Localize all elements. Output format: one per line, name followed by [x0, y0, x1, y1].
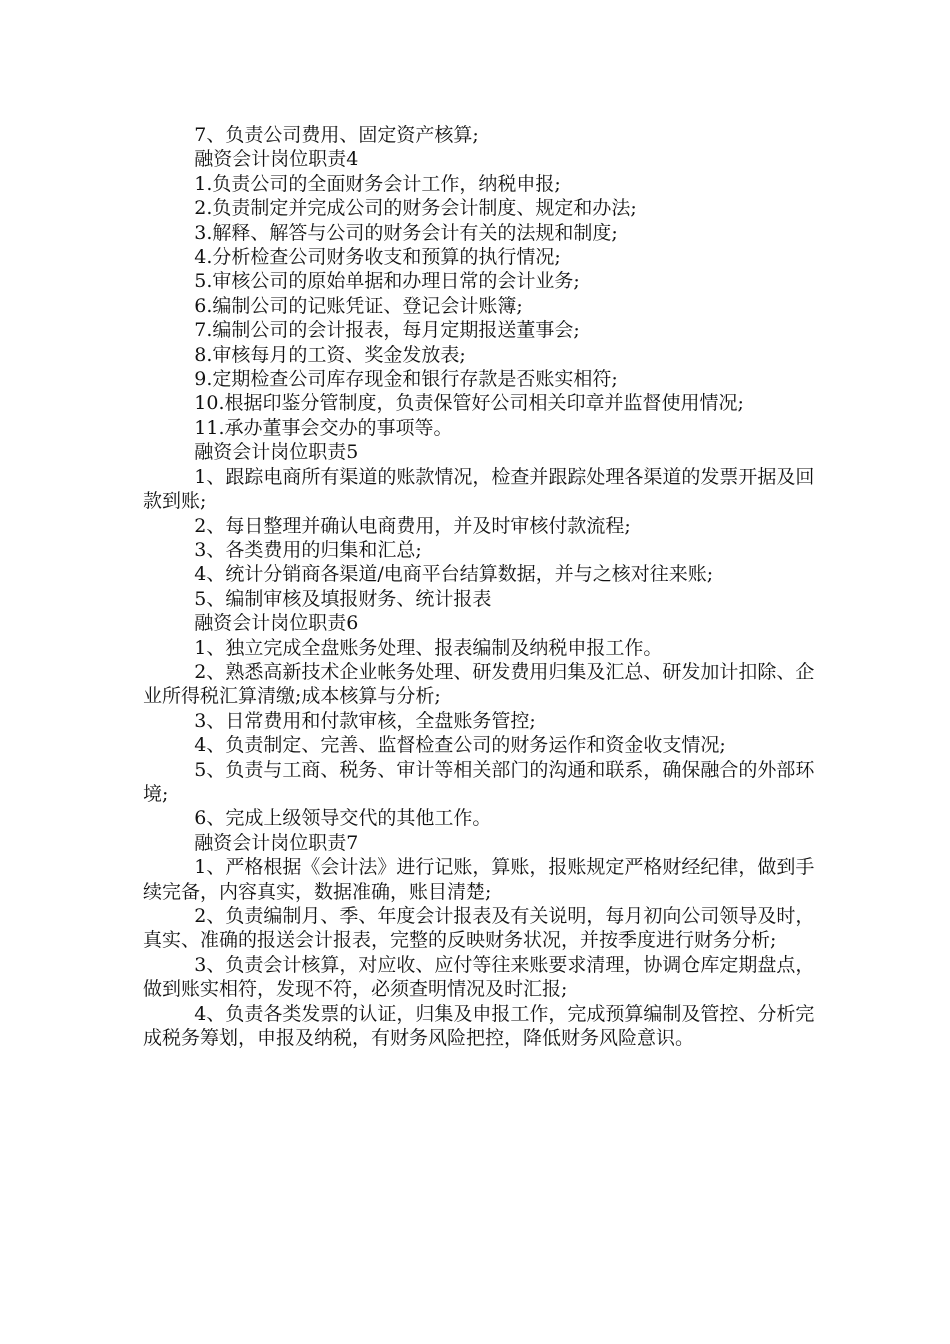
- duty-6-3: 3、日常费用和付款审核，全盘账务管控;: [194, 709, 536, 732]
- section-heading-7: 融资会计岗位职责7: [194, 831, 359, 854]
- duty-4-10: 10.根据印鉴分管制度，负责保管好公司相关印章并监督使用情况;: [194, 392, 744, 415]
- section-heading-4: 融资会计岗位职责4: [194, 148, 359, 171]
- duty-6-2: 2、熟悉高新技术企业帐务处理、研发费用归集及汇总、研发加计扣除、企业所得税汇算清缴;成本核算与分析;: [143, 660, 815, 708]
- duty-7-3: 3、负责会计核算，对应收、应付等往来账要求清理，协调仓库定期盘点，做到账实相符，发现不符，必须查明情况及时汇报;: [143, 953, 815, 1001]
- duty-7-2: 2、负责编制月、季、年度会计报表及有关说明，每月初向公司领导及时，真实、准确的报送会计报表，完整的反映财务状况，并按季度进行财务分析;: [143, 905, 815, 952]
- section-heading-5: 融资会计岗位职责5: [194, 441, 359, 464]
- duty-4-4: 4.分析检查公司财务收支和预算的执行情况;: [194, 246, 561, 269]
- section-heading-6: 融资会计岗位职责6: [194, 612, 359, 635]
- duty-4-8: 8.审核每月的工资、奖金发放表;: [194, 343, 466, 366]
- document-body: [143, 123, 815, 1050]
- duty-5-4: 4、统计分销商各渠道/电商平台结算数据，并与之核对往来账;: [194, 563, 714, 586]
- duty-5-3: 3、各类费用的归集和汇总;: [194, 538, 422, 561]
- duty-5-1: 1、跟踪电商所有渠道的账款情况，检查并跟踪处理各渠道的发票开据及回款到账;: [143, 465, 815, 513]
- duty-7-4: 4、负责各类发票的认证，归集及申报工作，完成预算编制及管控、分析完成税务筹划，申报及纳税，有财务风险把控，降低财务风险意识。: [143, 1002, 815, 1050]
- duty-5-5: 5、编制审核及填报财务、统计报表: [194, 587, 492, 610]
- duty-4-11: 11.承办董事会交办的事项等。: [194, 416, 453, 439]
- duty-4-5: 5.审核公司的原始单据和办理日常的会计业务;: [194, 270, 580, 293]
- duty-4-1: 1.负责公司的全面财务会计工作，纳税申报;: [194, 172, 561, 195]
- duty-6-4: 4、负责制定、完善、监督检查公司的财务运作和资金收支情况;: [194, 734, 726, 757]
- duty-4-2: 2.负责制定并完成公司的财务会计制度、规定和办法;: [194, 197, 637, 220]
- duty-6-6: 6、完成上级领导交代的其他工作。: [194, 807, 492, 830]
- item-7-expenses-assets: 7、负责公司费用、固定资产核算;: [194, 124, 479, 146]
- duty-6-1: 1、独立完成全盘账务处理、报表编制及纳税申报工作。: [194, 636, 663, 659]
- duty-4-7: 7.编制公司的会计报表，每月定期报送董事会;: [194, 319, 580, 342]
- duty-6-5: 5、负责与工商、税务、审计等相关部门的沟通和联系，确保融合的外部环境;: [143, 758, 815, 805]
- duty-5-2: 2、每日整理并确认电商费用，并及时审核付款流程;: [194, 514, 631, 537]
- duty-7-1: 1、严格根据《会计法》进行记账，算账，报账规定严格财经纪律，做到手续完备，内容真实，数据准确，账目清楚;: [143, 856, 815, 903]
- duty-4-3: 3.解释、解答与公司的财务会计有关的法规和制度;: [194, 221, 618, 244]
- duty-4-6: 6.编制公司的记账凭证、登记会计账簿;: [194, 294, 523, 317]
- duty-4-9: 9.定期检查公司库存现金和银行存款是否账实相符;: [194, 368, 618, 391]
